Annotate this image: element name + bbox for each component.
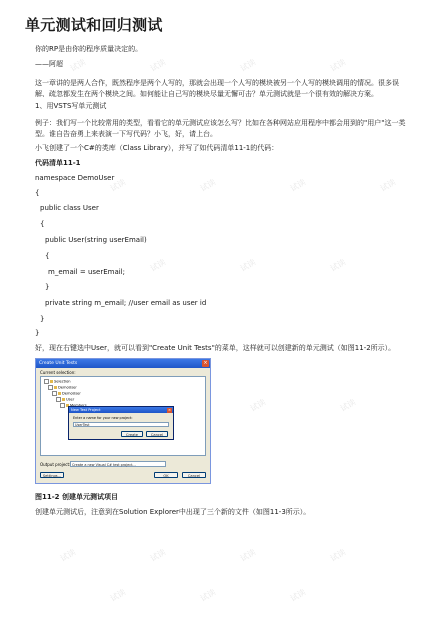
watermark-text: 试读 — [328, 547, 348, 564]
paragraph-1: 这一章讲的是两人合作，既然程序是两个人写的，那就会出现一个人写的模块被另一个人写的模块调用的情况。很多误解、疏忽都发生在两个模块之间。如何能让自己写的模块尽量无懈可击？单元测试就是一个很有效的解决方案。 — [35, 79, 399, 98]
class-icon — [62, 398, 65, 401]
figure-window-title: Create Unit Tests — [39, 361, 78, 366]
tree-item: DemoUser — [48, 385, 77, 390]
watermark-text: 试读 — [148, 57, 168, 74]
code-line: } — [45, 283, 50, 291]
watermark-text: 试读 — [288, 587, 308, 604]
section-heading: 1、用VSTS写单元测试 — [35, 102, 107, 110]
intro-quote: 你的RP是由你的程序质量决定的。 — [35, 45, 143, 53]
watermark-text: 试读 — [198, 587, 218, 604]
code-caption: 代码清单11-1 — [35, 159, 81, 167]
watermark-text: 试读 — [288, 177, 308, 194]
folder-icon — [50, 380, 53, 383]
paragraph-5: 创建单元测试后，注意到在Solution Explorer中出现了三个新的文件（如图11-3所示）。 — [35, 508, 311, 516]
tree-expander-icon — [60, 403, 65, 408]
code-line: { — [35, 189, 40, 197]
watermark-text: 试读 — [328, 257, 348, 274]
tree-item: Selection — [44, 379, 71, 384]
code-line: private string m_email; //user email as user id — [45, 299, 207, 307]
watermark-text: 试读 — [248, 397, 268, 414]
paragraph-4: 好，现在右键选中User，就可以看到"Create Unit Tests"的菜单，这样就可以创建新的单元测试（如图11-2所示）。 — [35, 344, 396, 352]
watermark-text: 试读 — [238, 57, 258, 74]
code-line: public class User — [40, 204, 99, 212]
figure-screenshot — [35, 358, 211, 484]
figure-output-select: Create a new Visual C# test project... — [70, 461, 166, 467]
figure-cancel-button: Cancel — [146, 431, 168, 437]
figure-cancel2-button: Cancel — [182, 472, 206, 478]
close-icon: × — [203, 360, 208, 366]
watermark-text: 试读 — [68, 57, 88, 74]
figure-dialog — [68, 406, 174, 440]
figure-selection-label: Current selection: — [40, 370, 76, 375]
watermark-text: 试读 — [198, 177, 218, 194]
figure-window-titlebar — [36, 359, 210, 368]
watermark-text: 试读 — [378, 177, 398, 194]
watermark-text: 试读 — [328, 57, 348, 74]
watermark-text: 试读 — [148, 257, 168, 274]
watermark-text: 试读 — [338, 397, 358, 414]
figure-dialog-input: UserTest — [73, 422, 169, 427]
watermark-text: 试读 — [148, 547, 168, 564]
paragraph-3: 小飞创建了一个C#的类库（Class Library），并写了如代码清单11-1的代码： — [35, 144, 279, 152]
project-icon — [54, 386, 57, 389]
code-line: public User(string userEmail) — [45, 236, 147, 244]
tree-expander-icon — [44, 379, 49, 384]
figure-dialog-prompt: Enter a name for your new project: — [73, 416, 133, 420]
figure-settings-button: Settings... — [40, 472, 64, 478]
tree-expander-icon — [56, 397, 61, 402]
close-icon: × — [167, 407, 171, 412]
figure-dialog-titlebar: New Test Project × — [71, 407, 171, 412]
intro-author: ——阿超 — [35, 60, 63, 68]
code-line: } — [40, 315, 45, 323]
watermark-text: 试读 — [58, 547, 78, 564]
watermark-text: 试读 — [108, 587, 128, 604]
code-line: { — [45, 252, 50, 260]
code-line: m_email = userEmail; — [48, 268, 125, 276]
page-title: 单元测试和回归测试 — [25, 16, 163, 34]
tree-item: User — [56, 397, 74, 402]
paragraph-2: 例子：我们写一个比较常用的类型，看看它的单元测试应该怎么写？比如在各种网站应用程序中都会用到的"用户"这一类型。谁自告奋勇上来表演一下写代码？小飞，好，请上台。 — [35, 119, 406, 138]
watermark-text: 试读 — [108, 177, 128, 194]
watermark-text: 试读 — [238, 547, 258, 564]
tree-expander-icon — [48, 385, 53, 390]
figure-ok-button: OK — [154, 472, 178, 478]
code-line: } — [35, 329, 40, 337]
code-line: namespace DemoUser — [35, 174, 115, 182]
figure-output-label: Output project: — [40, 462, 71, 467]
code-line: { — [40, 220, 45, 228]
figure-caption: 图11-2 创建单元测试项目 — [35, 493, 118, 501]
tree-expander-icon — [52, 391, 57, 396]
figure-create-button: Create — [121, 431, 143, 437]
watermark-text: 试读 — [238, 257, 258, 274]
namespace-icon — [58, 392, 61, 395]
tree-item: DemoUser — [52, 391, 81, 396]
